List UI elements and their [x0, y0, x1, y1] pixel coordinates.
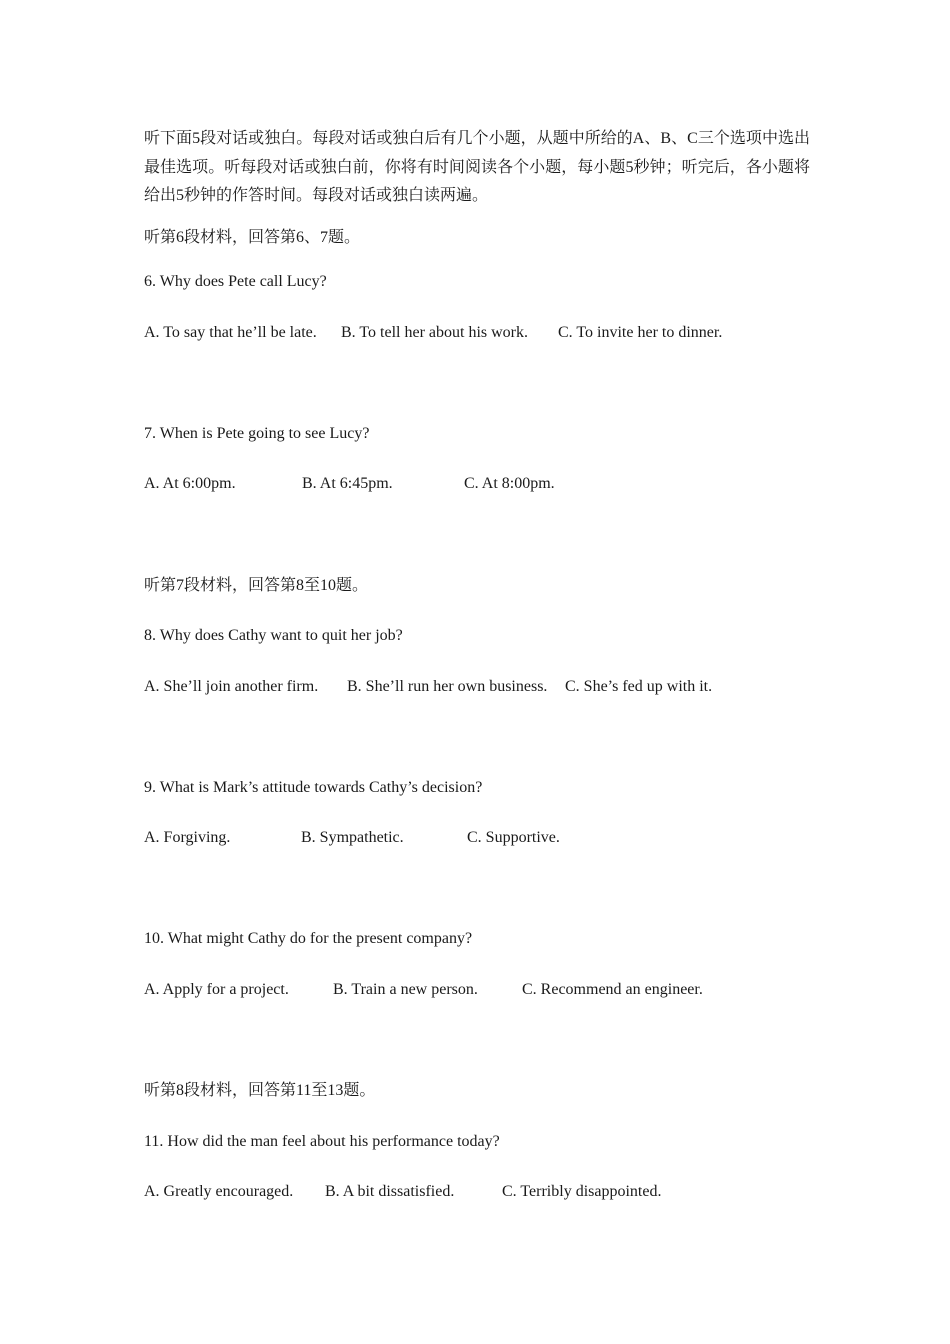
option-c: C. To invite her to dinner.	[558, 324, 723, 341]
option-c: C. Supportive.	[467, 829, 560, 846]
question-8: 8. Why does Cathy want to quit her job?	[144, 627, 403, 644]
option-b: B. To tell her about his work.	[341, 324, 529, 341]
option-a: A. To say that he’ll be late.	[144, 324, 317, 341]
exam-page	[144, 0, 810, 1344]
options-row	[144, 828, 810, 848]
option-c: C. At 8:00pm.	[464, 475, 555, 492]
option-a: A. At 6:00pm.	[144, 475, 236, 492]
option-b: B. Sympathetic.	[301, 829, 404, 846]
option-a: A. Greatly encouraged.	[144, 1183, 294, 1200]
option-b: B. Train a new person.	[333, 981, 478, 998]
section-heading: 听第6段材料，回答第6、7题。	[144, 229, 361, 246]
option-c: C. She’s fed up with it.	[565, 678, 713, 695]
section-heading: 听第7段材料，回答第8至10题。	[144, 577, 369, 594]
options-row	[144, 677, 810, 697]
question-7: 7. When is Pete going to see Lucy?	[144, 425, 370, 442]
options-row	[144, 980, 810, 1000]
question-9: 9. What is Mark’s attitude towards Cathy’s decision?	[144, 779, 483, 796]
instructions-paragraph: 听下面5段对话或独白。每段对话或独白后有几个小题，从题中所给的A、B、C三个选项中选出最佳选项。听每段对话或独白前，你将有时间阅读各个小题，每小题5秒钟；听完后，各小题将给出5秒钟的作答时间。每段对话或独白读两遍。	[144, 130, 810, 204]
question-10: 10. What might Cathy do for the present company?	[144, 930, 473, 947]
section-heading: 听第8段材料，回答第11至13题。	[144, 1082, 376, 1099]
option-a: A. Forgiving.	[144, 829, 231, 846]
option-a: A. She’ll join another firm.	[144, 678, 319, 695]
option-c: C. Recommend an engineer.	[522, 981, 703, 998]
option-b: B. A bit dissatisfied.	[325, 1183, 455, 1200]
option-b: B. At 6:45pm.	[302, 475, 393, 492]
option-c: C. Terribly disappointed.	[502, 1183, 662, 1200]
question-11: 11. How did the man feel about his performance today?	[144, 1133, 500, 1150]
options-row	[144, 1182, 810, 1202]
option-b: B. She’ll run her own business.	[347, 678, 548, 695]
options-row	[144, 323, 810, 343]
options-row	[144, 474, 810, 494]
option-a: A. Apply for a project.	[144, 981, 289, 998]
question-6: 6. Why does Pete call Lucy?	[144, 273, 327, 290]
